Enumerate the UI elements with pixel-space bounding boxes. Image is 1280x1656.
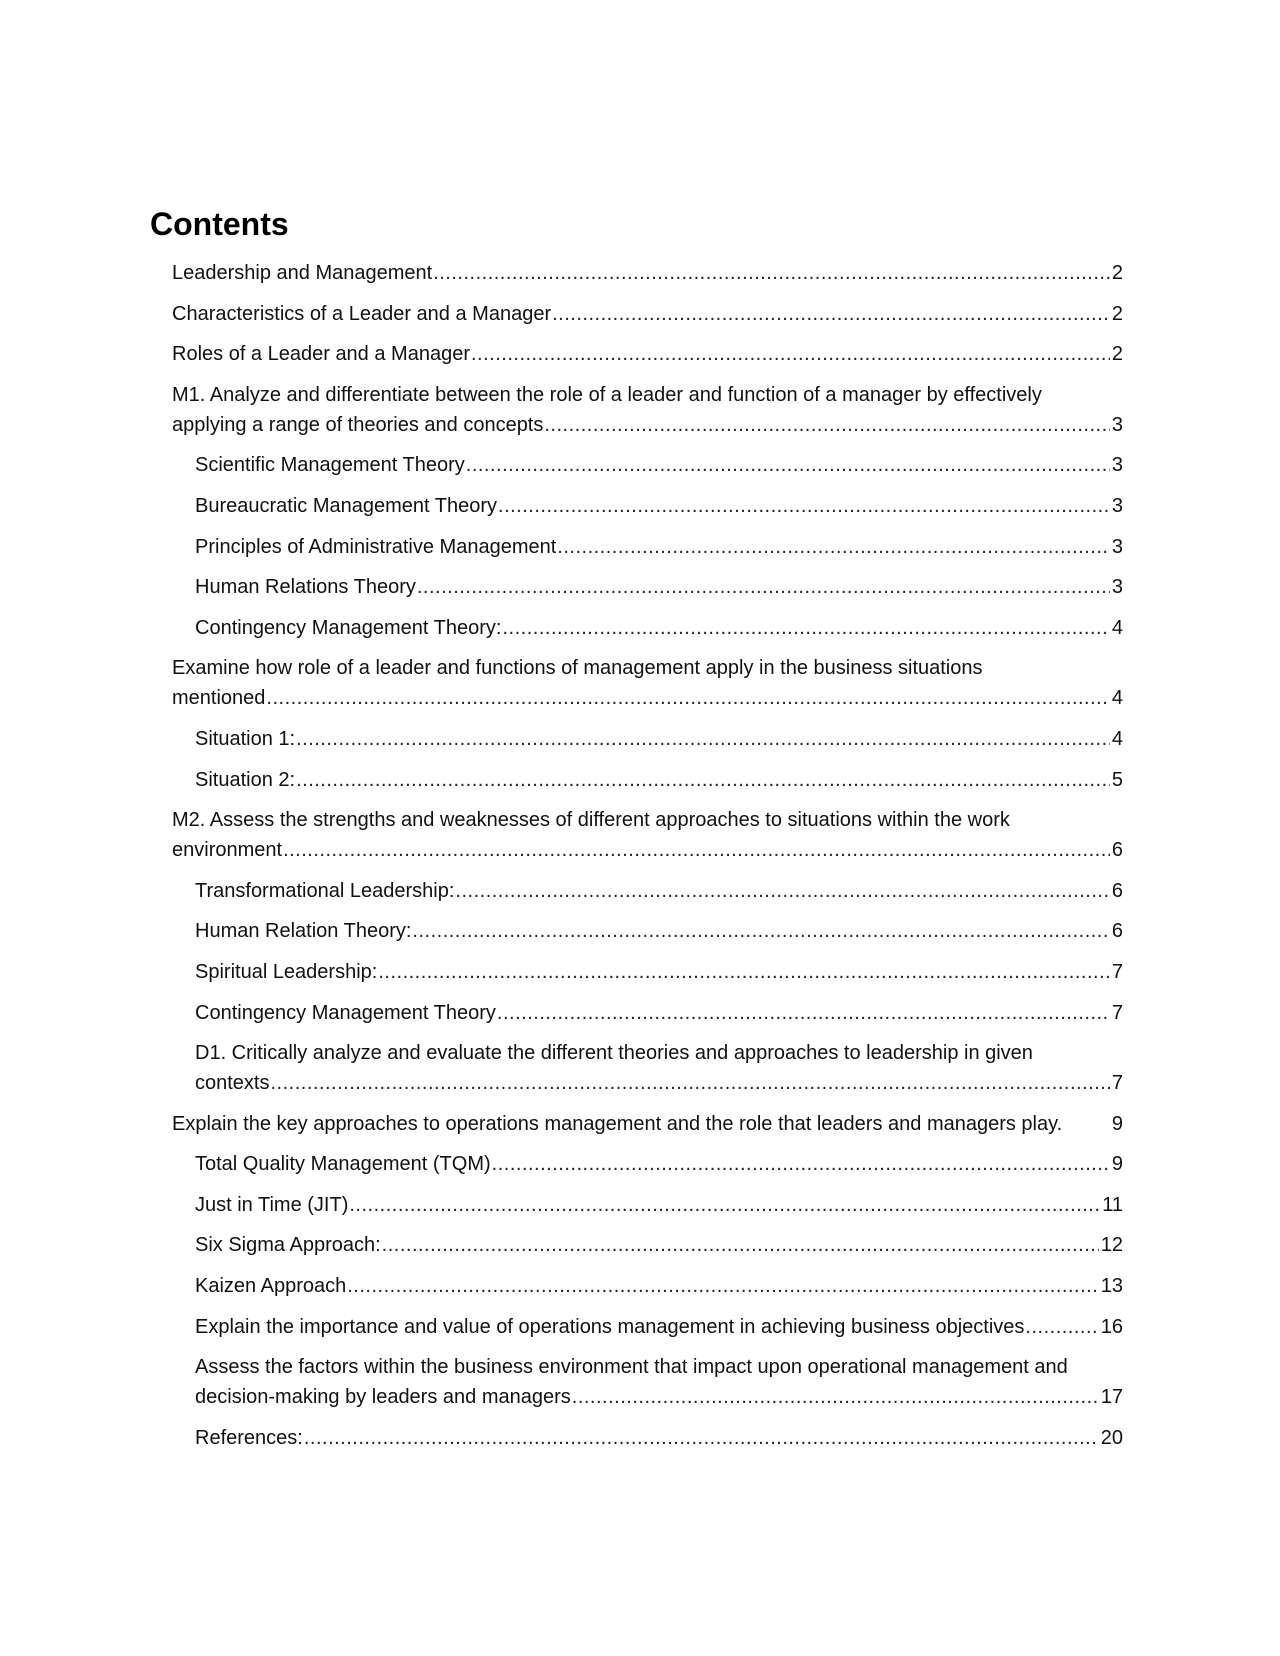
toc-entry[interactable] [195, 1038, 1123, 1098]
toc-entry-text-continued: environment [172, 839, 283, 862]
toc-leader-dots [466, 450, 1110, 480]
toc-leader-dots [557, 532, 1110, 562]
toc-entry[interactable] [195, 916, 1123, 946]
toc-page-number: 16 [1100, 1315, 1123, 1338]
toc-leader-dots [347, 1271, 1099, 1301]
toc-entry[interactable] [172, 653, 1123, 713]
toc-leader-dots [412, 916, 1109, 946]
toc-page-number: 7 [1111, 1072, 1123, 1095]
toc-page-number: 2 [1111, 343, 1123, 366]
toc-leader-dots [471, 339, 1110, 369]
toc-leader-dots [270, 1068, 1109, 1098]
toc-page-number: 3 [1111, 413, 1123, 436]
toc-entry-text: M1. Analyze and differentiate between the role of a leader and function of a manager by effectively [172, 383, 1042, 406]
toc-page-number: 3 [1111, 535, 1123, 558]
toc-entry-text-continued: applying a range of theories and concepts [172, 413, 544, 436]
toc-entry-text: Just in Time (JIT) [195, 1193, 349, 1216]
toc-entry-text: References: [195, 1426, 303, 1449]
toc-entry-text: D1. Critically analyze and evaluate the different theories and approaches to leadership in given [195, 1042, 1033, 1065]
toc-entry-text: Assess the factors within the business environment that impact upon operational management and [195, 1356, 1068, 1379]
toc-leader-dots [304, 1423, 1099, 1453]
toc-entry-text: Leadership and Management [172, 262, 433, 284]
toc-leader-dots [417, 572, 1110, 602]
toc-leader-dots [502, 613, 1109, 643]
toc-entry[interactable] [195, 1190, 1123, 1220]
toc-entry[interactable] [172, 258, 1123, 288]
toc-entry[interactable] [195, 876, 1123, 906]
toc-entry-text: Principles of Administrative Management [195, 535, 557, 558]
toc-entry[interactable] [172, 1109, 1123, 1139]
toc-leader-dots [455, 876, 1109, 906]
toc-leader-dots [266, 683, 1109, 713]
toc-entry-text: Human Relation Theory: [195, 920, 412, 943]
toc-entry-text: Kaizen Approach [195, 1275, 347, 1298]
toc-page-number: 11 [1102, 1193, 1123, 1216]
toc-entry[interactable] [172, 805, 1123, 865]
toc-page-number: 4 [1111, 687, 1123, 710]
toc-leader-dots [283, 835, 1110, 865]
toc-leader-dots [378, 957, 1110, 987]
toc-leader-dots [349, 1190, 1100, 1220]
toc-entry[interactable] [195, 450, 1123, 480]
toc-leader-dots [498, 491, 1110, 521]
toc-leader-dots [544, 410, 1110, 440]
toc-entry[interactable] [195, 613, 1123, 643]
toc-page-number: 3 [1111, 576, 1123, 599]
toc-page-number: 12 [1100, 1234, 1123, 1257]
toc-page-number: 4 [1111, 616, 1123, 639]
toc-entry-text: Spiritual Leadership: [195, 960, 378, 983]
toc-entry[interactable] [195, 765, 1123, 795]
toc-page-number: 20 [1100, 1426, 1123, 1449]
toc-entry-text-continued: mentioned [172, 687, 266, 710]
toc-entry-text: Total Quality Management (TQM) [195, 1153, 491, 1176]
toc-page-number: 9 [1111, 1153, 1123, 1176]
toc-entry[interactable] [195, 1423, 1123, 1453]
toc-entry-text: Situation 1: [195, 727, 296, 750]
toc-page-number: 5 [1111, 768, 1123, 791]
toc-entry[interactable] [195, 1230, 1123, 1260]
toc-entry-text: M2. Assess the strengths and weaknesses of different approaches to situations within the work [172, 809, 1010, 832]
toc-entry[interactable] [195, 491, 1123, 521]
toc-page-number: 2 [1111, 302, 1123, 325]
toc-page-number: 6 [1111, 839, 1123, 862]
toc-entry-text: Bureaucratic Management Theory [195, 494, 498, 517]
toc-entry-text: Situation 2: [195, 768, 296, 791]
toc-page-number: 7 [1111, 960, 1123, 983]
toc-leader-dots [382, 1230, 1099, 1260]
toc-entry-text: Transformational Leadership: [195, 879, 455, 902]
toc-entry-text-continued: decision-making by leaders and managers [195, 1386, 571, 1409]
toc-entry-text: Human Relations Theory [195, 576, 416, 599]
toc-entry-text: Contingency Management Theory: [195, 616, 502, 639]
toc-entry-text: Scientific Management Theory [195, 454, 465, 477]
toc-page-number: 9 [1111, 1112, 1123, 1135]
toc-leader-dots [296, 765, 1110, 795]
toc-leader-dots [492, 1149, 1110, 1179]
toc-entry[interactable] [195, 1149, 1123, 1179]
toc-entry-text-continued: contexts [195, 1072, 270, 1095]
toc-entry[interactable] [195, 957, 1123, 987]
toc-page-number: 3 [1111, 494, 1123, 517]
toc-entry-text: Contingency Management Theory [195, 1001, 496, 1024]
toc-entry[interactable] [195, 1352, 1123, 1412]
toc-entry[interactable] [195, 998, 1123, 1028]
toc-entry[interactable] [172, 339, 1123, 369]
toc-page-number: 6 [1111, 879, 1123, 902]
toc-page-number: 7 [1111, 1001, 1123, 1024]
toc-leader-dots [572, 1382, 1099, 1412]
toc-entry[interactable] [172, 380, 1123, 440]
toc-entry-text: Examine how role of a leader and functions of management apply in the business situations [172, 657, 983, 680]
toc-title: Contents [150, 206, 289, 242]
toc-leader-dots [1025, 1312, 1098, 1342]
toc-entry-text: Explain the key approaches to operations management and the role that leaders and managers play. [172, 1112, 1063, 1135]
toc-entry-text: Characteristics of a Leader and a Manager [172, 302, 552, 325]
toc-entry[interactable] [172, 299, 1123, 329]
toc-entry[interactable] [195, 1271, 1123, 1301]
toc-page-number: 6 [1111, 920, 1123, 943]
toc-leader-dots [296, 724, 1110, 754]
toc-leader-dots [497, 998, 1110, 1028]
toc-page-number: 3 [1111, 454, 1123, 477]
toc-entry[interactable] [195, 532, 1123, 562]
toc-entry[interactable] [195, 572, 1123, 602]
toc-page-number: 4 [1111, 727, 1123, 750]
table-of-contents [0, 258, 1280, 1463]
toc-page-number: 17 [1100, 1386, 1123, 1409]
toc-leader-dots [433, 258, 1110, 288]
toc-entry-text: Explain the importance and value of operations management in achieving business objectives [195, 1315, 1025, 1338]
toc-entry-text: Six Sigma Approach: [195, 1234, 381, 1257]
toc-leader-dots [552, 299, 1110, 329]
toc-page-number: 13 [1100, 1275, 1123, 1298]
toc-entry[interactable] [195, 1312, 1123, 1342]
toc-entry[interactable] [195, 724, 1123, 754]
toc-entry-text: Roles of a Leader and a Manager [172, 343, 470, 366]
toc-page-number: 2 [1111, 262, 1123, 284]
